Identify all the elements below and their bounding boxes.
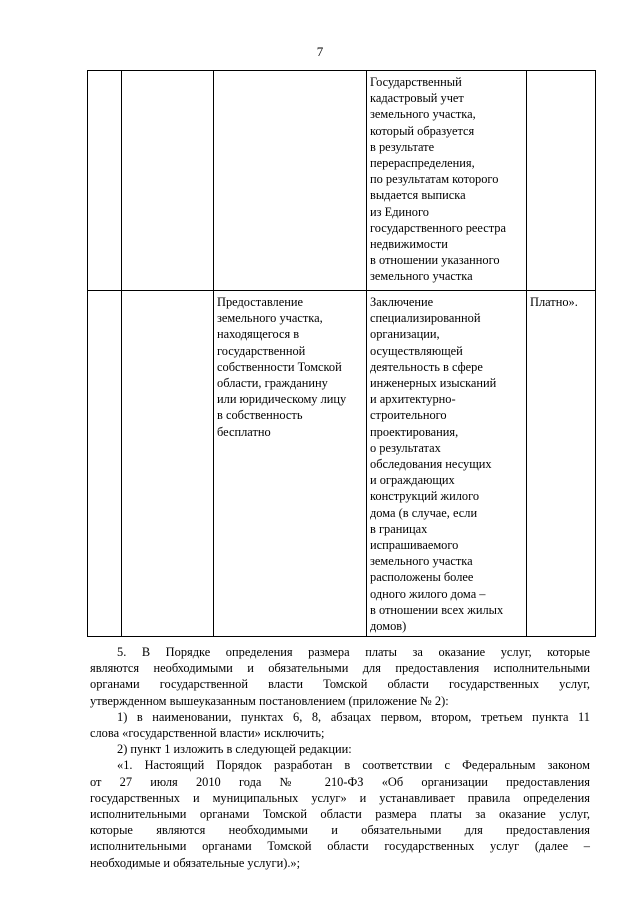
cell-line: земельного участка — [370, 269, 473, 284]
table-cell — [122, 291, 214, 637]
cell-line: по результатам которого — [370, 172, 499, 187]
cell-line: конструкций жилого — [370, 489, 480, 504]
table-cell — [88, 291, 122, 637]
fee-label: Платно». — [530, 295, 578, 309]
cell-line: который образуется — [370, 123, 475, 138]
cell-line: проектирования, — [370, 424, 459, 439]
text-line: 2) пункт 1 изложить в следующей редакции: — [117, 742, 352, 757]
cell-line: области, гражданину — [217, 376, 328, 391]
cell-line: осуществляющей — [370, 343, 463, 358]
cell-line: выдается выписка — [370, 188, 466, 203]
cell-line: в собственность — [217, 408, 303, 423]
cell-line: о результатах — [370, 440, 441, 455]
text-line: «1. Настоящий Порядок разработан в соответствии с Федеральным законом — [117, 758, 590, 773]
paragraph-5 — [90, 644, 590, 871]
table-cell — [214, 71, 367, 291]
cell-line: домов) — [370, 619, 407, 634]
text-line: от 27 июля 2010 года № 210-ФЗ «Об организации предоставления — [90, 774, 590, 789]
cell-line: обследования несущих — [370, 457, 492, 472]
cell-line: в отношении указанного — [370, 253, 500, 268]
table-cell — [527, 71, 596, 291]
cell-line: недвижимости — [370, 237, 448, 252]
cell-line: кадастровый учет — [370, 91, 464, 106]
table-cell — [88, 71, 122, 291]
cell-line: в границах — [370, 521, 428, 536]
text-line: являются необходимыми и обязательными для предоставления исполнительными — [90, 661, 590, 676]
cell-line: в результате — [370, 139, 435, 154]
cell-line: испрашиваемого — [370, 538, 459, 553]
table-cell — [122, 71, 214, 291]
text-line: 1) в наименовании, пунктах 6, 8, абзацах первом, втором, третьем пункта 11 — [117, 709, 590, 724]
text-line: исполнительными органами Томской области государственных услуг (далее – — [90, 839, 590, 854]
table-row — [88, 291, 596, 637]
cell-line: одного жилого дома – — [370, 586, 486, 601]
cell-line: бесплатно — [217, 424, 271, 439]
cell-line: земельного участка, — [217, 311, 323, 326]
cell-line: Государственный — [370, 75, 462, 89]
cell-line: дома (в случае, если — [370, 505, 478, 520]
cell-line: деятельность в сфере — [370, 359, 483, 374]
cell-line: специализированной — [370, 311, 481, 326]
page-number: 7 — [316, 44, 324, 59]
cell-line: инженерных изысканий — [370, 376, 497, 391]
cell-line: и ограждающих — [370, 473, 455, 488]
cell-line: или юридическому лицу — [217, 392, 347, 407]
text-line: утвержденном вышеуказанным постановлением (приложение № 2): — [90, 693, 449, 708]
cell-line: организации, — [370, 327, 440, 342]
cell-line: в отношении всех жилых — [370, 602, 504, 617]
text-line: необходимые и обязательные услуги).»; — [90, 855, 301, 870]
cell-line: находящегося в — [217, 327, 300, 342]
table-cell-result — [367, 291, 527, 637]
cell-line: перераспределения, — [370, 156, 475, 171]
cell-line: земельного участка — [370, 554, 473, 569]
cell-line: Предоставление — [217, 295, 303, 309]
cell-line: земельного участка, — [370, 107, 476, 122]
text-line: исполнительными органами Томской области размера платы за оказание услуг, — [90, 807, 590, 822]
table-cell-service — [214, 291, 367, 637]
cell-line: государственного реестра — [370, 220, 507, 235]
cell-line: и архитектурно- — [370, 392, 456, 407]
text-line: органами государственной власти Томской области государственных услуг, — [90, 677, 590, 692]
cell-line: государственной — [217, 343, 306, 358]
cell-line: собственности Томской — [217, 359, 342, 374]
table-row — [88, 71, 596, 291]
table-cell-fee — [527, 291, 596, 637]
text-line: государственных и муниципальных услуг» и устанавливает правила определения — [90, 790, 590, 805]
services-table — [87, 70, 596, 637]
text-line: 5. В Порядке определения размера платы за оказание услуг, которые — [117, 645, 590, 659]
table-cell-result — [367, 71, 527, 291]
cell-line: из Единого — [370, 204, 429, 219]
cell-line: расположены более — [370, 570, 474, 585]
cell-line: Заключение — [370, 295, 434, 309]
text-line: которые являются необходимыми и обязательными для предоставления — [90, 823, 590, 838]
cell-line: строительного — [370, 408, 447, 423]
text-line: слова «государственной власти» исключить; — [90, 726, 325, 741]
